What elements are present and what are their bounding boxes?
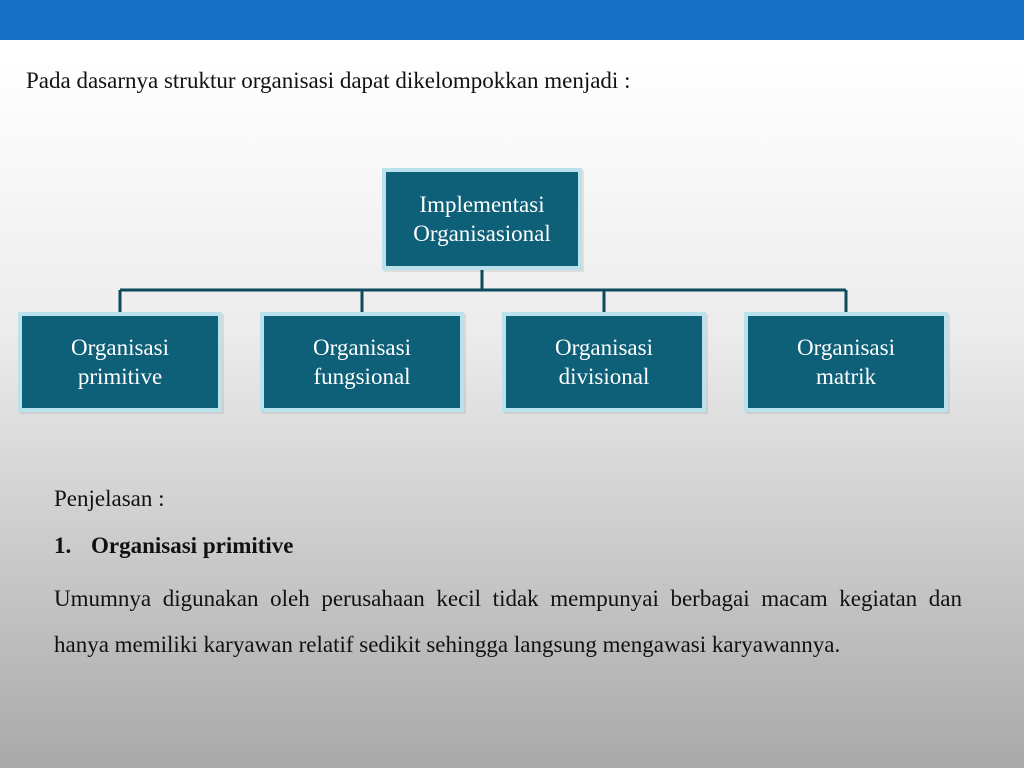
explanation-heading: Penjelasan : bbox=[54, 486, 165, 511]
box-line-1: Organisasi bbox=[555, 335, 653, 360]
box-line-1: Organisasi bbox=[797, 335, 895, 360]
box-line-1: Organisasi bbox=[71, 335, 169, 360]
org-chart-root-box bbox=[382, 168, 582, 270]
item-title-text: Organisasi primitive bbox=[91, 533, 294, 558]
intro-text: Pada dasarnya struktur organisasi dapat dikelompokkan menjadi : bbox=[26, 68, 631, 93]
root-line-2: Organisasional bbox=[413, 221, 551, 246]
item-number: 1. bbox=[54, 533, 72, 558]
box-line-2: fungsional bbox=[313, 364, 411, 389]
explanation-item-title bbox=[54, 533, 294, 559]
box-line-1: Organisasi bbox=[313, 335, 411, 360]
org-chart-box-fungsional bbox=[260, 312, 464, 412]
root-line-1: Implementasi bbox=[419, 192, 545, 217]
explanation-paragraph: Umumnya digunakan oleh perusahaan kecil tidak mempunyai berbagai macam kegiatan dan hanya memiliki karyawan relatif sedikit sehingga langsung mengawasi karyawannya. bbox=[54, 586, 962, 657]
org-chart-box-matrik bbox=[744, 312, 948, 412]
org-chart-box-divisional bbox=[502, 312, 706, 412]
box-line-2: matrik bbox=[815, 364, 877, 389]
org-chart-box-primitive bbox=[18, 312, 222, 412]
box-line-2: divisional bbox=[558, 364, 650, 389]
box-line-2: primitive bbox=[77, 364, 163, 389]
